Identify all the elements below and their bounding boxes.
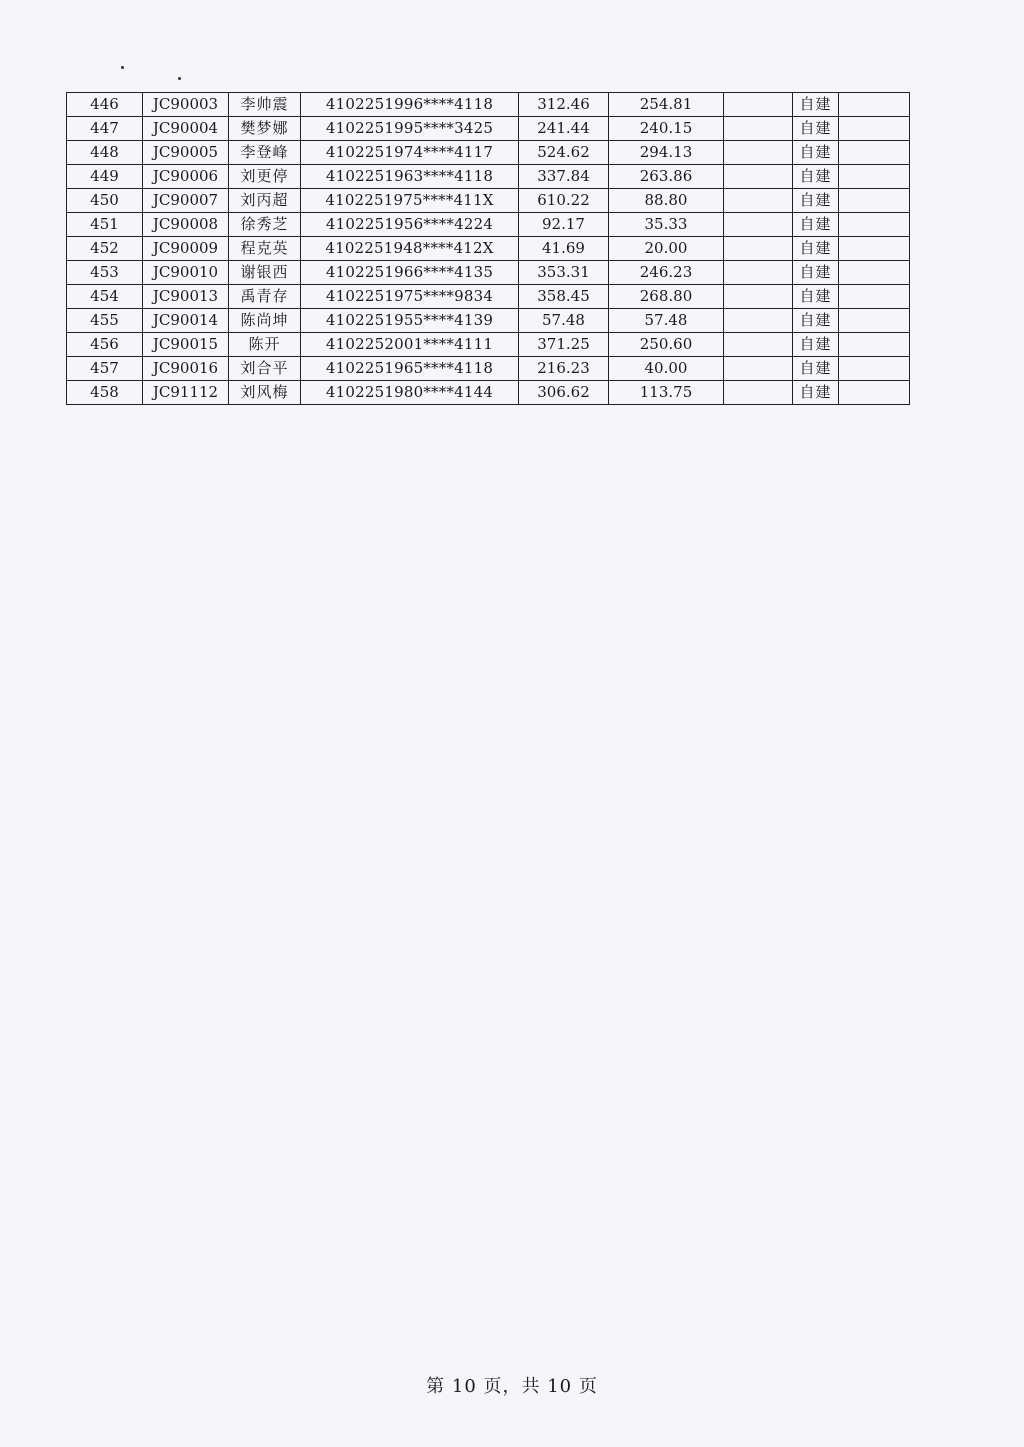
value-1-cell: 241.44 (519, 117, 609, 141)
row-number-cell: 458 (67, 381, 143, 405)
code-cell: JC90010 (143, 261, 229, 285)
name-cell: 李登峰 (229, 141, 301, 165)
type-cell: 自建 (793, 285, 839, 309)
row-number-cell: 446 (67, 93, 143, 117)
table-body (67, 93, 910, 405)
id-number-cell: 4102251975****411X (301, 189, 519, 213)
name-cell: 程克英 (229, 237, 301, 261)
value-2-cell: 35.33 (609, 213, 724, 237)
blank-cell (839, 237, 910, 261)
value-2-cell: 294.13 (609, 141, 724, 165)
code-cell: JC90005 (143, 141, 229, 165)
code-cell: JC90008 (143, 213, 229, 237)
blank-cell (724, 261, 793, 285)
value-2-cell: 57.48 (609, 309, 724, 333)
blank-cell (724, 165, 793, 189)
name-cell: 刘更停 (229, 165, 301, 189)
blank-cell (839, 381, 910, 405)
table-row (67, 117, 910, 141)
row-number-cell: 455 (67, 309, 143, 333)
code-cell: JC90014 (143, 309, 229, 333)
code-cell: JC90009 (143, 237, 229, 261)
blank-cell (724, 381, 793, 405)
name-cell: 刘风梅 (229, 381, 301, 405)
blank-cell (839, 261, 910, 285)
type-cell: 自建 (793, 165, 839, 189)
value-1-cell: 216.23 (519, 357, 609, 381)
table-row (67, 261, 910, 285)
scan-speck (178, 77, 181, 80)
blank-cell (839, 117, 910, 141)
value-2-cell: 246.23 (609, 261, 724, 285)
blank-cell (839, 213, 910, 237)
value-2-cell: 263.86 (609, 165, 724, 189)
blank-cell (839, 333, 910, 357)
value-2-cell: 268.80 (609, 285, 724, 309)
type-cell: 自建 (793, 189, 839, 213)
table-row (67, 237, 910, 261)
blank-cell (724, 189, 793, 213)
blank-cell (724, 213, 793, 237)
value-1-cell: 610.22 (519, 189, 609, 213)
blank-cell (724, 285, 793, 309)
row-number-cell: 449 (67, 165, 143, 189)
row-number-cell: 453 (67, 261, 143, 285)
name-cell: 刘丙超 (229, 189, 301, 213)
code-cell: JC91112 (143, 381, 229, 405)
id-number-cell: 4102251948****412X (301, 237, 519, 261)
id-number-cell: 4102251966****4135 (301, 261, 519, 285)
records-table (66, 92, 910, 405)
row-number-cell: 454 (67, 285, 143, 309)
table-row (67, 189, 910, 213)
table-row (67, 213, 910, 237)
id-number-cell: 4102251956****4224 (301, 213, 519, 237)
value-1-cell: 524.62 (519, 141, 609, 165)
code-cell: JC90004 (143, 117, 229, 141)
row-number-cell: 450 (67, 189, 143, 213)
id-number-cell: 4102251975****9834 (301, 285, 519, 309)
id-number-cell: 4102251955****4139 (301, 309, 519, 333)
code-cell: JC90016 (143, 357, 229, 381)
table-row (67, 357, 910, 381)
name-cell: 谢银西 (229, 261, 301, 285)
value-2-cell: 250.60 (609, 333, 724, 357)
type-cell: 自建 (793, 141, 839, 165)
type-cell: 自建 (793, 117, 839, 141)
table-row (67, 381, 910, 405)
value-2-cell: 113.75 (609, 381, 724, 405)
type-cell: 自建 (793, 333, 839, 357)
value-2-cell: 240.15 (609, 117, 724, 141)
type-cell: 自建 (793, 381, 839, 405)
id-number-cell: 4102251980****4144 (301, 381, 519, 405)
table-row (67, 333, 910, 357)
blank-cell (724, 357, 793, 381)
type-cell: 自建 (793, 237, 839, 261)
value-1-cell: 358.45 (519, 285, 609, 309)
id-number-cell: 4102251996****4118 (301, 93, 519, 117)
blank-cell (839, 189, 910, 213)
name-cell: 陈开 (229, 333, 301, 357)
code-cell: JC90015 (143, 333, 229, 357)
table-row (67, 165, 910, 189)
id-number-cell: 4102251995****3425 (301, 117, 519, 141)
name-cell: 刘合平 (229, 357, 301, 381)
row-number-cell: 457 (67, 357, 143, 381)
blank-cell (839, 93, 910, 117)
blank-cell (724, 141, 793, 165)
code-cell: JC90006 (143, 165, 229, 189)
blank-cell (724, 333, 793, 357)
name-cell: 樊梦娜 (229, 117, 301, 141)
value-2-cell: 20.00 (609, 237, 724, 261)
value-2-cell: 88.80 (609, 189, 724, 213)
page-number: 第 10 页，共 10 页 (426, 1376, 598, 1397)
value-2-cell: 40.00 (609, 357, 724, 381)
id-number-cell: 4102251974****4117 (301, 141, 519, 165)
blank-cell (839, 357, 910, 381)
blank-cell (839, 285, 910, 309)
id-number-cell: 4102251965****4118 (301, 357, 519, 381)
value-1-cell: 312.46 (519, 93, 609, 117)
blank-cell (724, 237, 793, 261)
name-cell: 陈尚坤 (229, 309, 301, 333)
type-cell: 自建 (793, 309, 839, 333)
table-row (67, 141, 910, 165)
code-cell: JC90003 (143, 93, 229, 117)
name-cell: 徐秀芝 (229, 213, 301, 237)
row-number-cell: 456 (67, 333, 143, 357)
value-2-cell: 254.81 (609, 93, 724, 117)
value-1-cell: 337.84 (519, 165, 609, 189)
row-number-cell: 447 (67, 117, 143, 141)
table-row (67, 93, 910, 117)
value-1-cell: 57.48 (519, 309, 609, 333)
table-row (67, 309, 910, 333)
name-cell: 李帅震 (229, 93, 301, 117)
type-cell: 自建 (793, 261, 839, 285)
name-cell: 禹青存 (229, 285, 301, 309)
type-cell: 自建 (793, 93, 839, 117)
blank-cell (724, 93, 793, 117)
value-1-cell: 41.69 (519, 237, 609, 261)
id-number-cell: 4102251963****4118 (301, 165, 519, 189)
blank-cell (839, 141, 910, 165)
blank-cell (839, 165, 910, 189)
type-cell: 自建 (793, 357, 839, 381)
blank-cell (724, 309, 793, 333)
blank-cell (839, 309, 910, 333)
code-cell: JC90007 (143, 189, 229, 213)
type-cell: 自建 (793, 213, 839, 237)
id-number-cell: 4102252001****4111 (301, 333, 519, 357)
table-row (67, 285, 910, 309)
value-1-cell: 306.62 (519, 381, 609, 405)
value-1-cell: 371.25 (519, 333, 609, 357)
row-number-cell: 452 (67, 237, 143, 261)
scan-speck (121, 66, 124, 69)
value-1-cell: 92.17 (519, 213, 609, 237)
row-number-cell: 451 (67, 213, 143, 237)
code-cell: JC90013 (143, 285, 229, 309)
row-number-cell: 448 (67, 141, 143, 165)
blank-cell (724, 117, 793, 141)
value-1-cell: 353.31 (519, 261, 609, 285)
